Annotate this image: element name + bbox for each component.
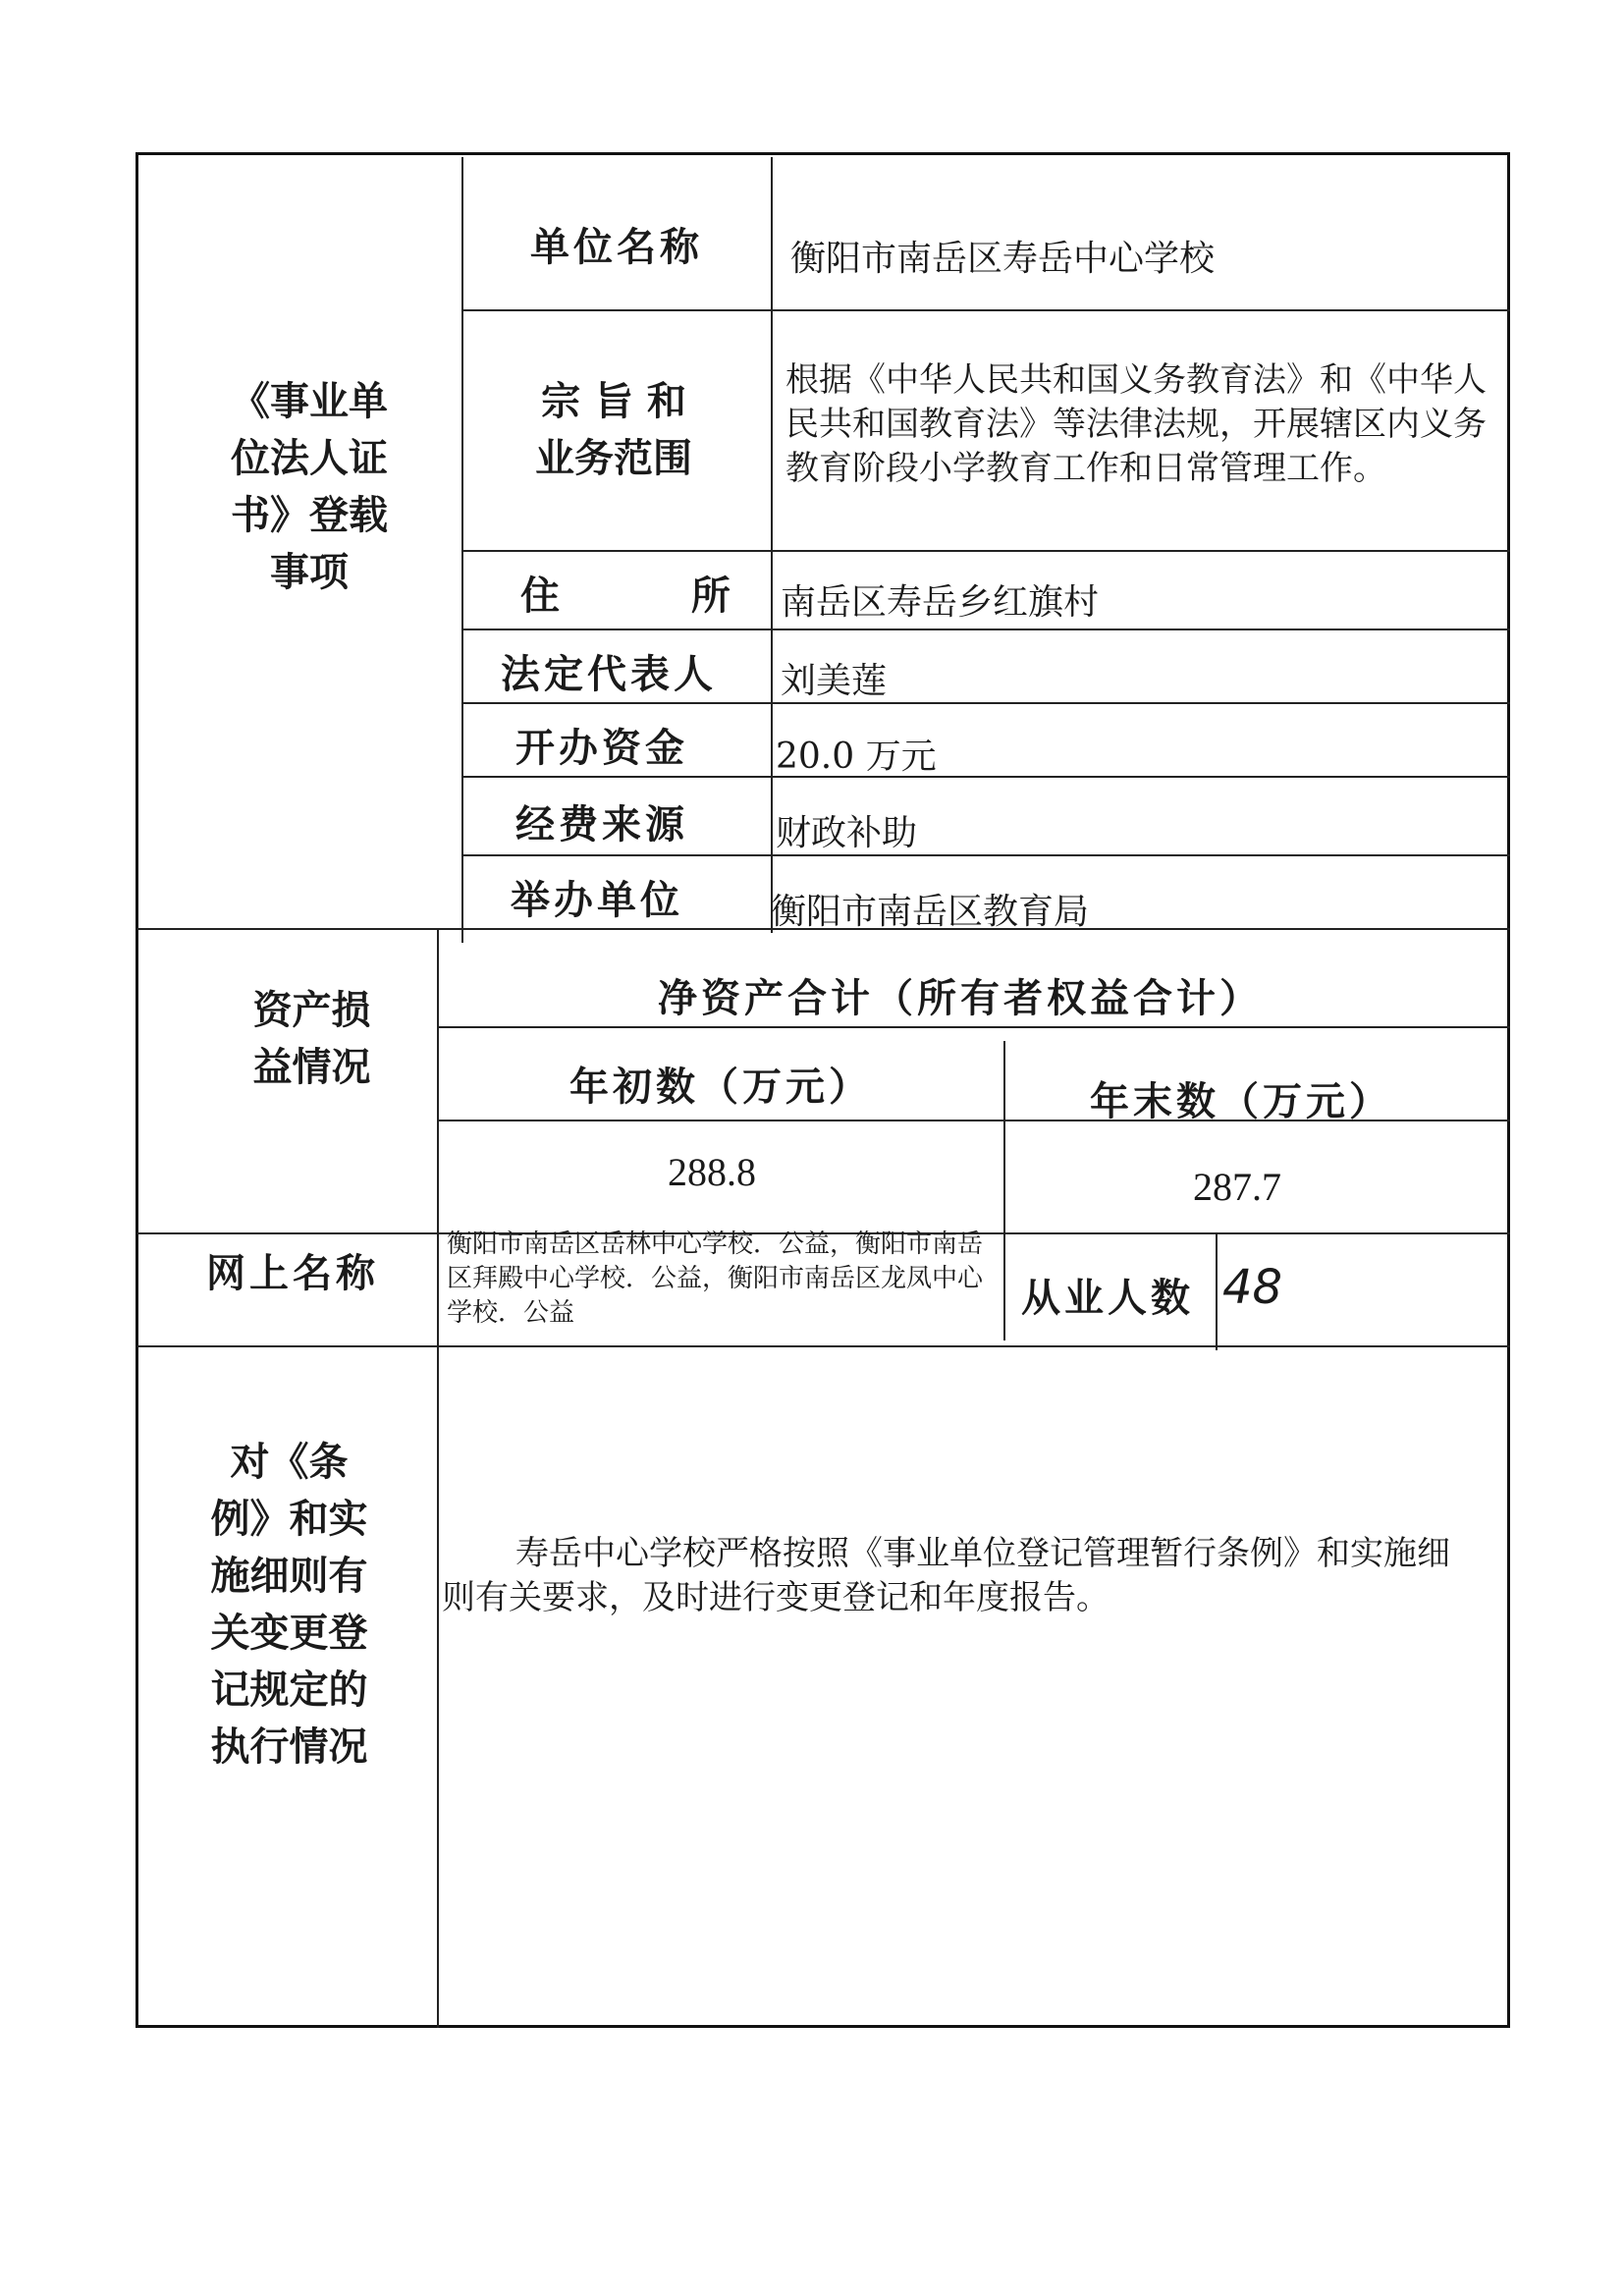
divider [461, 629, 1510, 630]
purpose-value: 根据《中华人民共和国义务教育法》和《中华人民共和国教育法》等法律法规，开展辖区内义务教育阶段小学教育工作和日常管理工作。 [785, 360, 1487, 488]
divider [461, 550, 1510, 552]
capital-value: 20.0 万元 [776, 737, 937, 777]
funding-value: 财政补助 [776, 813, 918, 853]
divider [461, 309, 1510, 311]
divider [137, 1345, 1510, 1347]
begin-year-label: 年初数（万元） [569, 1064, 872, 1110]
sponsor-value: 衡阳市南岳区教育局 [771, 892, 1090, 932]
purpose-label: 宗 旨 和 业务范围 [535, 378, 692, 481]
online-name-label: 网上名称 [206, 1250, 379, 1296]
staff-count-label: 从业人数 [1021, 1275, 1194, 1321]
divider [437, 1026, 1510, 1028]
legal-rep-value: 刘美莲 [781, 661, 888, 701]
address-value: 南岳区寿岳乡红旗村 [781, 582, 1100, 623]
sponsor-label: 举办单位 [511, 877, 683, 923]
capital-label: 开办资金 [515, 725, 688, 771]
divider [437, 928, 439, 2028]
section-label-compliance: 对《条例》和实施细则有关变更登记规定的执行情况 [210, 1439, 368, 1770]
begin-year-value: 288.8 [668, 1150, 756, 1194]
unit-name-label: 单位名称 [530, 224, 703, 270]
staff-count-value: 48 [1222, 1260, 1283, 1315]
end-year-label: 年末数（万元） [1090, 1078, 1392, 1124]
net-assets-header: 净资产合计（所有者权益合计） [658, 975, 1263, 1021]
legal-rep-label: 法定代表人 [501, 651, 717, 697]
divider [1216, 1232, 1218, 1350]
divider [1003, 1041, 1005, 1340]
section-label-assets: 资产损益情况 [252, 987, 371, 1090]
unit-name-value: 衡阳市南岳区寿岳中心学校 [790, 239, 1216, 279]
section-label-registration: 《事业单位法人证书》登载事项 [231, 378, 388, 595]
online-names-value: 衡阳市南岳区岳林中心学校．公益，衡阳市南岳区拜殿中心学校．公益，衡阳市南岳区龙凤中心学校．公益 [447, 1230, 984, 1328]
divider [461, 702, 1510, 704]
address-label: 住 所 [520, 573, 789, 619]
compliance-text: 寿岳中心学校严格按照《事业单位登记管理暂行条例》和实施细则有关要求，及时进行变更登记和年度报告。 [442, 1534, 1450, 1617]
funding-label: 经费来源 [515, 801, 688, 847]
end-year-value: 287.7 [1193, 1165, 1281, 1209]
divider [461, 854, 1510, 856]
divider [461, 776, 1510, 778]
divider [771, 157, 773, 933]
